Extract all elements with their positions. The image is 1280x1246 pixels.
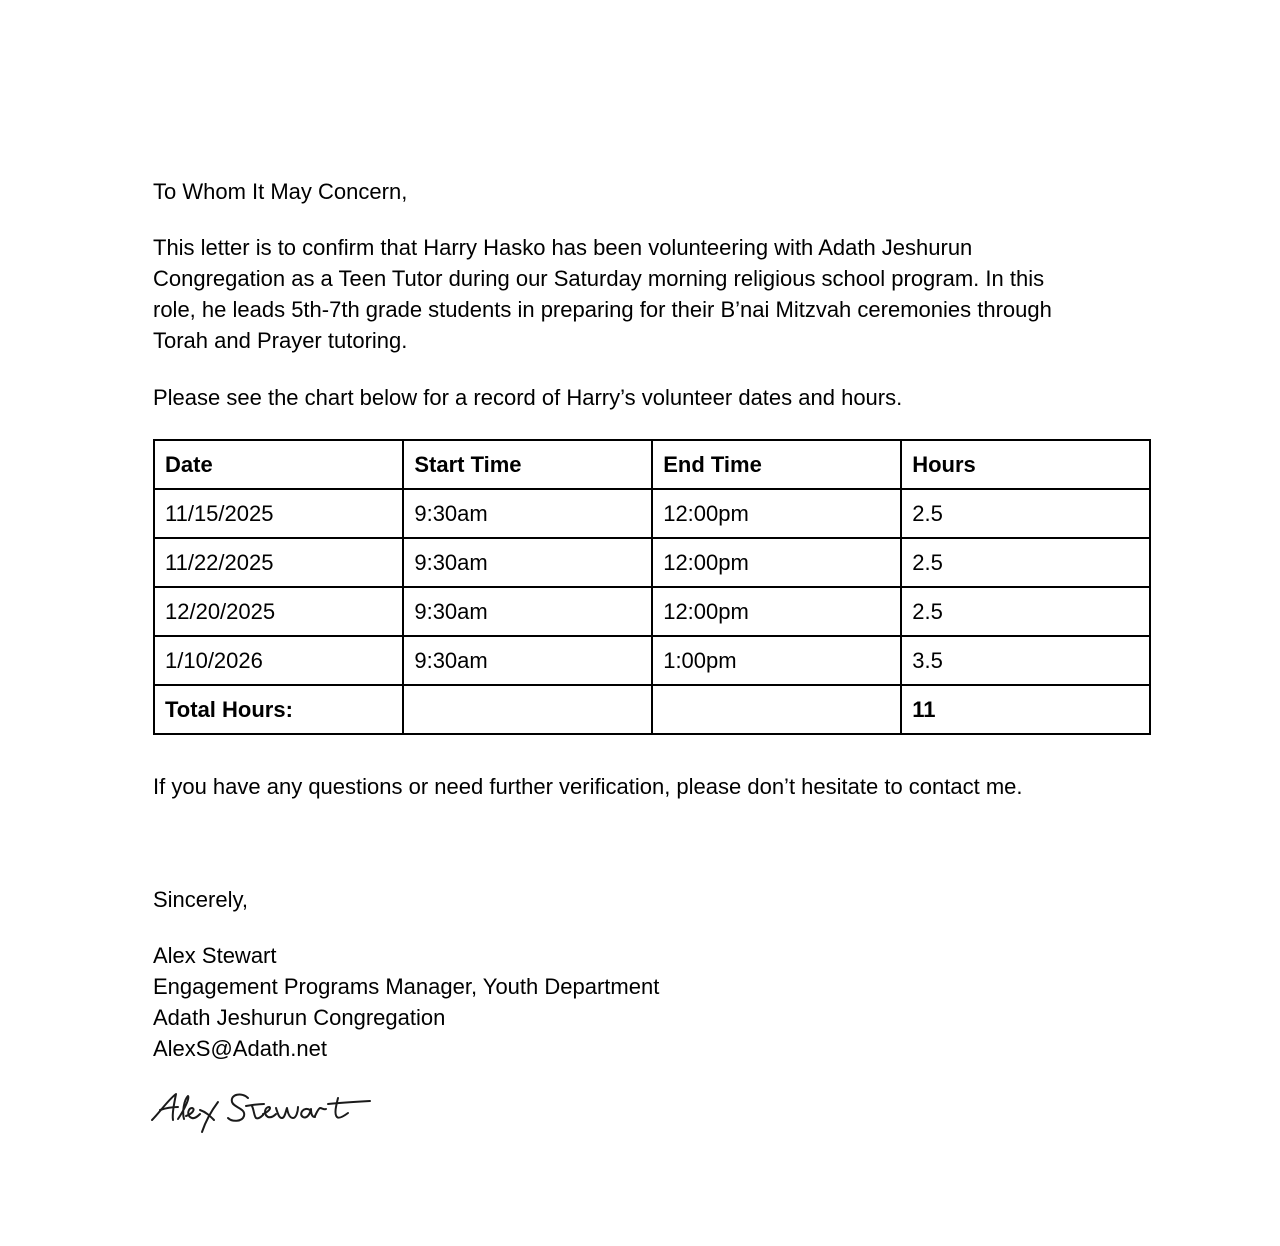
table-header-row <box>154 440 1150 489</box>
cell-end-time: 12:00pm <box>652 489 901 538</box>
handwritten-signature <box>148 1086 388 1146</box>
cell-hours: 3.5 <box>901 636 1150 685</box>
body-line: Torah and Prayer tutoring. <box>153 328 408 353</box>
cell-start-time: 9:30am <box>403 636 652 685</box>
cell-date: 11/15/2025 <box>154 489 403 538</box>
total-hours-value: 11 <box>901 685 1150 734</box>
signer-name: Alex Stewart <box>153 943 277 968</box>
signer-organization: Adath Jeshurun Congregation <box>153 1005 446 1030</box>
table-row <box>154 636 1150 685</box>
chart-intro: Please see the chart below for a record of Harry’s volunteer dates and hours. <box>153 385 903 410</box>
cell-hours: 2.5 <box>901 587 1150 636</box>
total-end-cell <box>652 685 901 734</box>
cell-date: 12/20/2025 <box>154 587 403 636</box>
header-start-time: Start Time <box>403 440 652 489</box>
sign-off: Sincerely, <box>153 887 248 912</box>
cell-end-time: 1:00pm <box>652 636 901 685</box>
body-line: This letter is to confirm that Harry Hasko has been volunteering with Adath Jeshurun <box>153 235 973 260</box>
header-hours: Hours <box>901 440 1150 489</box>
cell-start-time: 9:30am <box>403 538 652 587</box>
cell-hours: 2.5 <box>901 538 1150 587</box>
body-line: role, he leads 5th-7th grade students in preparing for their B’nai Mitzvah ceremonies through <box>153 297 1052 322</box>
cell-hours: 2.5 <box>901 489 1150 538</box>
cell-date: 11/22/2025 <box>154 538 403 587</box>
cell-end-time: 12:00pm <box>652 538 901 587</box>
cell-start-time: 9:30am <box>403 587 652 636</box>
total-row <box>154 685 1150 734</box>
body-paragraph <box>153 232 1052 356</box>
header-date: Date <box>154 440 403 489</box>
signer-email: AlexS@Adath.net <box>153 1036 327 1061</box>
cell-end-time: 12:00pm <box>652 587 901 636</box>
table-row <box>154 538 1150 587</box>
body-line: Congregation as a Teen Tutor during our Saturday morning religious school program. In this <box>153 266 1045 291</box>
cell-date: 1/10/2026 <box>154 636 403 685</box>
total-label: Total Hours: <box>154 685 403 734</box>
signer-title: Engagement Programs Manager, Youth Department <box>153 974 660 999</box>
total-start-cell <box>403 685 652 734</box>
salutation: To Whom It May Concern, <box>153 179 408 204</box>
signature-block <box>153 940 659 1064</box>
header-end-time: End Time <box>652 440 901 489</box>
closing-paragraph: If you have any questions or need further verification, please don’t hesitate to contact me. <box>153 774 1023 799</box>
cell-start-time: 9:30am <box>403 489 652 538</box>
table-row <box>154 587 1150 636</box>
volunteer-hours-table <box>153 439 1151 735</box>
table-row <box>154 489 1150 538</box>
